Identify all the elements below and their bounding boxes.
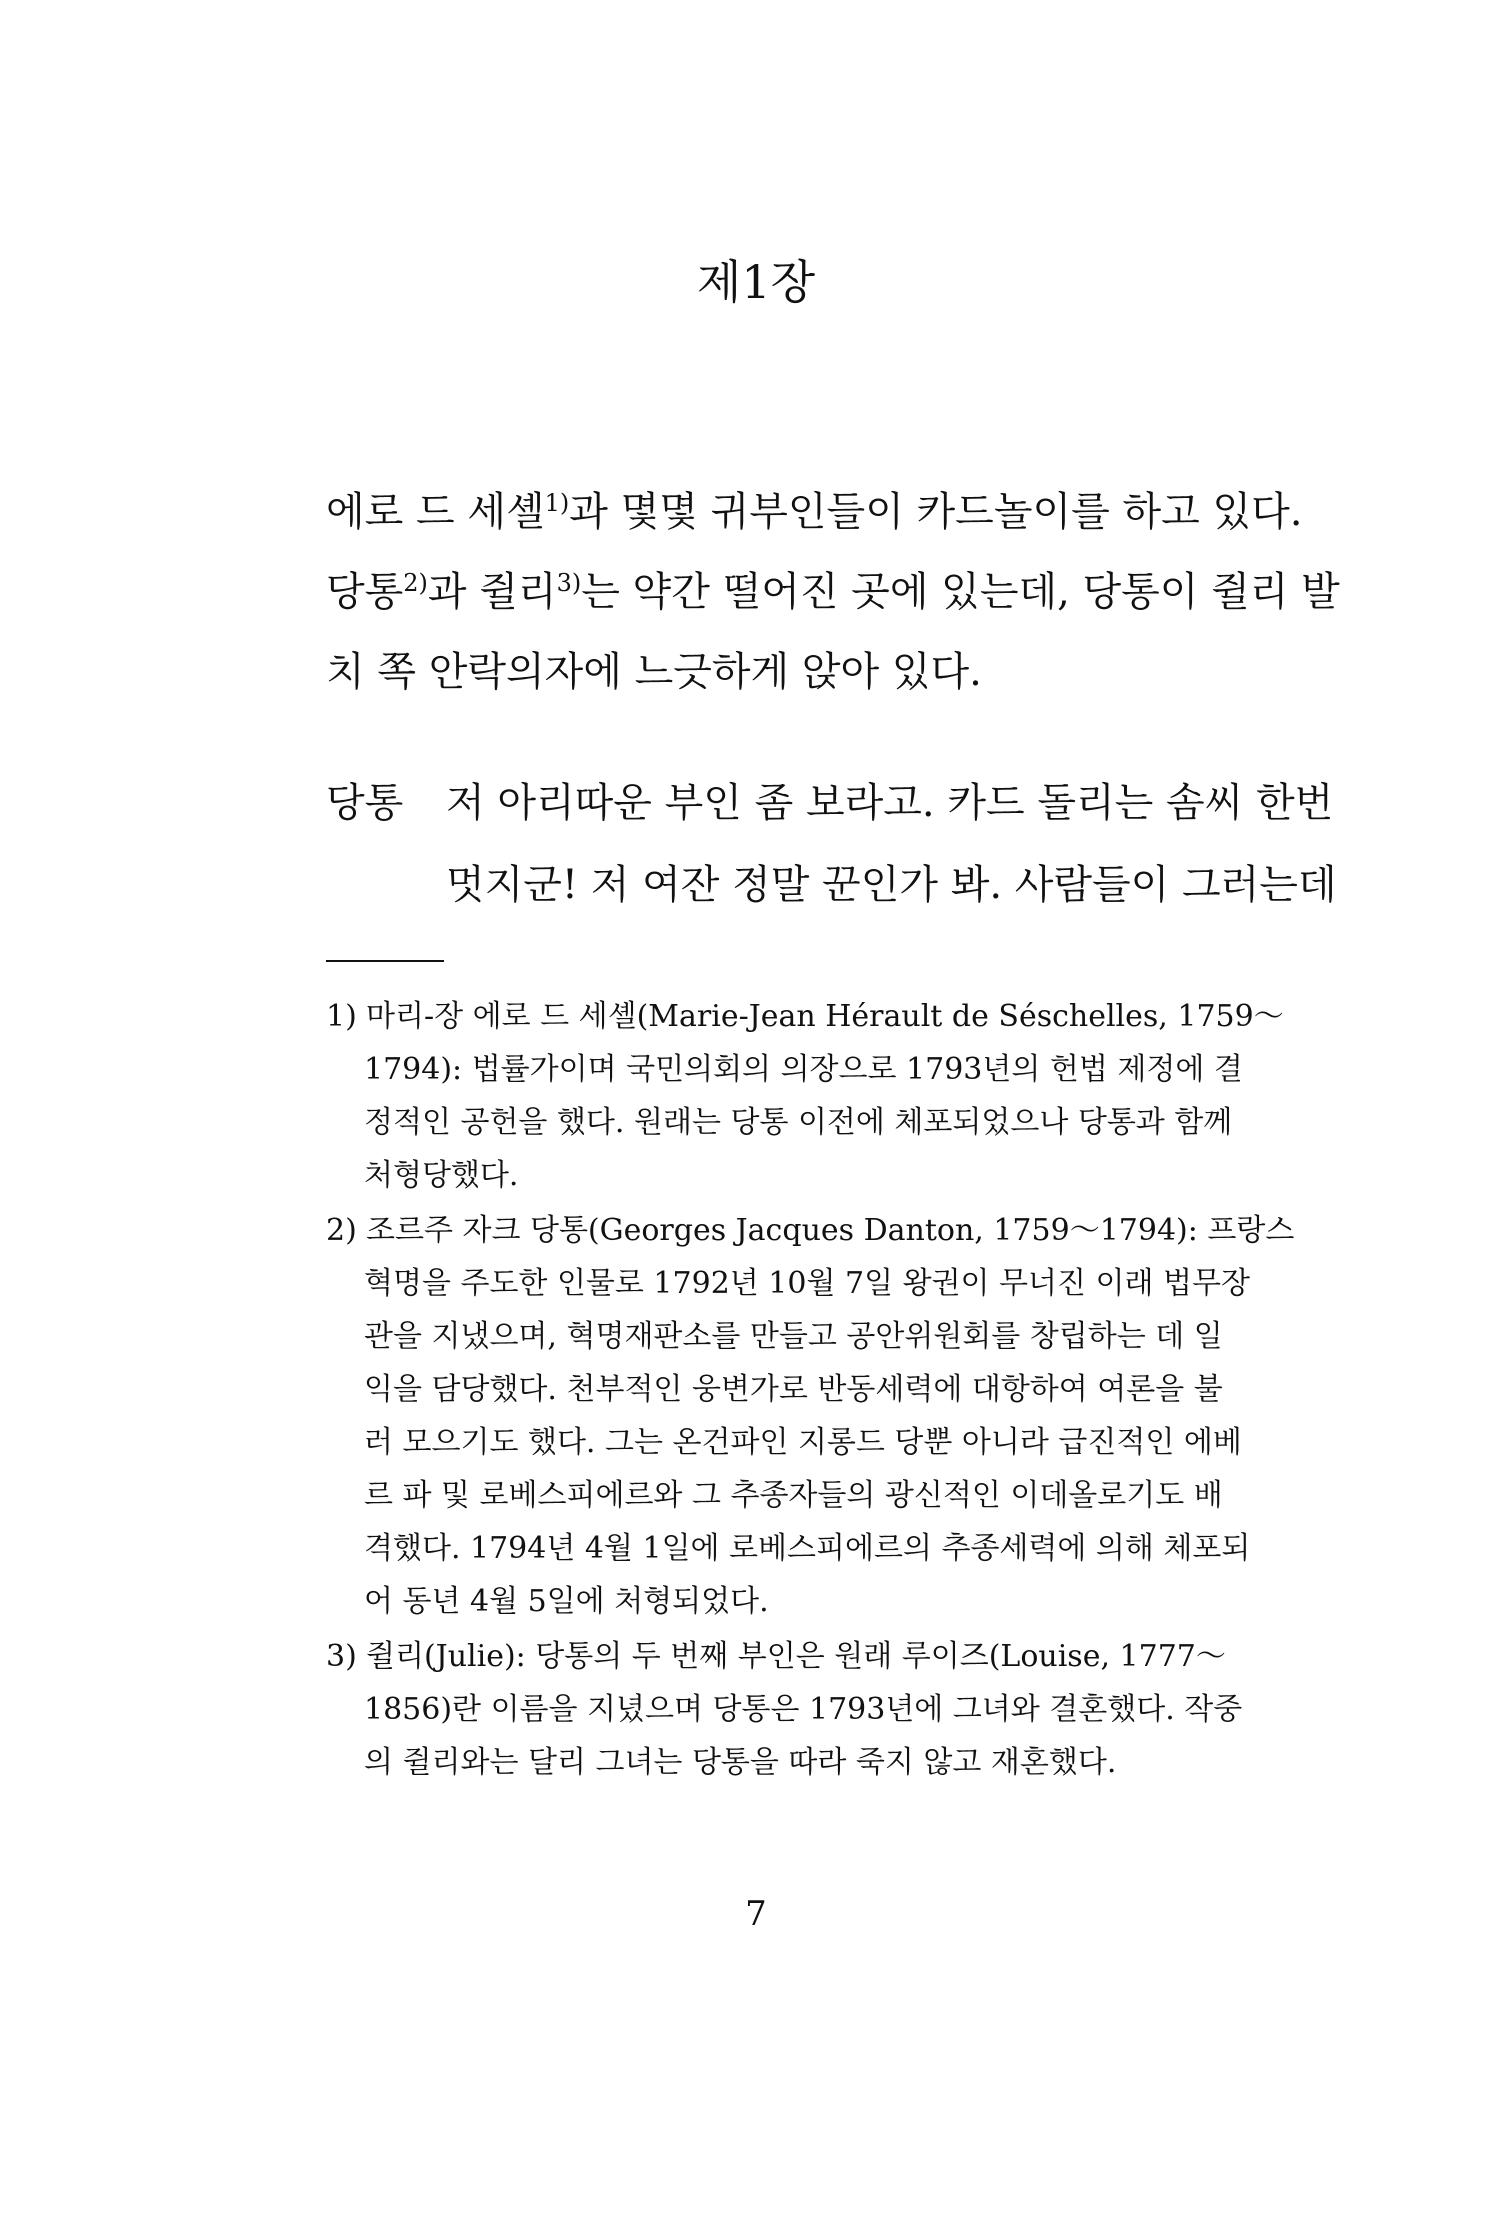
footnote-line: 처형당했다.	[364, 1158, 519, 1193]
footnote-line: 관을 지냈으며, 혁명재판소를 만들고 공안위원회를 창립하는 데 일	[364, 1319, 1223, 1354]
footnote-number: 3)	[326, 1639, 357, 1674]
footnote-line: 1856)란 이름을 지녔으며 당통은 1793년에 그녀와 결혼했다. 작중	[364, 1692, 1243, 1727]
stage-direction-line	[326, 472, 1303, 552]
speaker-name: 당통	[326, 780, 404, 826]
footnote-3	[326, 1630, 1266, 1789]
footnote-2	[326, 1204, 1295, 1628]
footnotes	[326, 990, 1295, 1791]
footnote-1	[326, 990, 1284, 1202]
text-span: 과 쥘리	[427, 569, 557, 615]
footnote-line: 격했다. 1794년 4월 1일에 로베스피에르의 추종세력에 의해 체포되	[364, 1531, 1251, 1566]
speech-line: 멋지군! 저 여잔 정말 꾼인가 봐. 사람들이 그러는데	[446, 862, 1337, 908]
chapter-title: 제1장	[696, 255, 816, 309]
footnote-line: 익을 담당했다. 천부적인 웅변가로 반동세력에 대항하여 여론을 불	[364, 1372, 1223, 1407]
text-span: 과 몇몇 귀부인들이 카드놀이를 하고 있다.	[569, 489, 1303, 535]
footnote-line: 조르주 자크 당통(Georges Jacques Danton, 1759～1794): 프랑스	[366, 1213, 1295, 1248]
footnote-line: 르 파 및 로베스피에르와 그 추종자들의 광신적인 이데올로기도 배	[364, 1478, 1223, 1513]
page-number: 7	[745, 1894, 767, 1934]
footnote-reference: 2)	[403, 569, 428, 597]
stage-direction-line	[326, 552, 1340, 632]
text-span: 에로 드 세셸	[326, 489, 545, 535]
footnote-line: 혁명을 주도한 인물로 1792년 10월 7일 왕권이 무너진 이래 법무장	[364, 1266, 1250, 1301]
text-span: 는 약간 떨어진 곳에 있는데, 당통이 쥘리 발	[581, 569, 1340, 615]
speech-line: 저 아리따운 부인 좀 보라고. 카드 돌리는 솜씨 한번	[446, 780, 1334, 826]
text-span: 당통	[326, 569, 404, 615]
footnote-line: 의 쥘리와는 달리 그녀는 당통을 따라 죽지 않고 재혼했다.	[364, 1745, 1117, 1780]
footnote-line: 쥘리(Julie): 당통의 두 번째 부인은 원래 루이즈(Louise, 1777～	[366, 1639, 1226, 1674]
stage-direction-line: 치 쪽 안락의자에 느긋하게 앉아 있다.	[326, 649, 982, 695]
stage-direction	[326, 472, 1340, 712]
footnote-number: 1)	[326, 999, 357, 1034]
footnote-line: 어 동년 4월 5일에 처형되었다.	[364, 1584, 769, 1619]
speech-text	[446, 762, 1337, 926]
footnote-reference: 1)	[544, 489, 570, 517]
footnote-number: 2)	[326, 1213, 357, 1248]
footnote-line: 1794): 법률가이며 국민의회의 의장으로 1793년의 헌법 제정에 결	[364, 1052, 1243, 1087]
footnote-line: 러 모으기도 했다. 그는 온건파인 지롱드 당뿐 아니라 급진적인 에베	[364, 1425, 1242, 1460]
footnote-line: 정적인 공헌을 했다. 원래는 당통 이전에 체포되었으나 당통과 함께	[364, 1105, 1233, 1140]
footnote-reference: 3)	[556, 569, 582, 597]
footnote-line: 마리-장 에로 드 세셸(Marie-Jean Hérault de Séschelles, 1759～	[366, 999, 1284, 1034]
footnote-divider	[326, 960, 444, 962]
